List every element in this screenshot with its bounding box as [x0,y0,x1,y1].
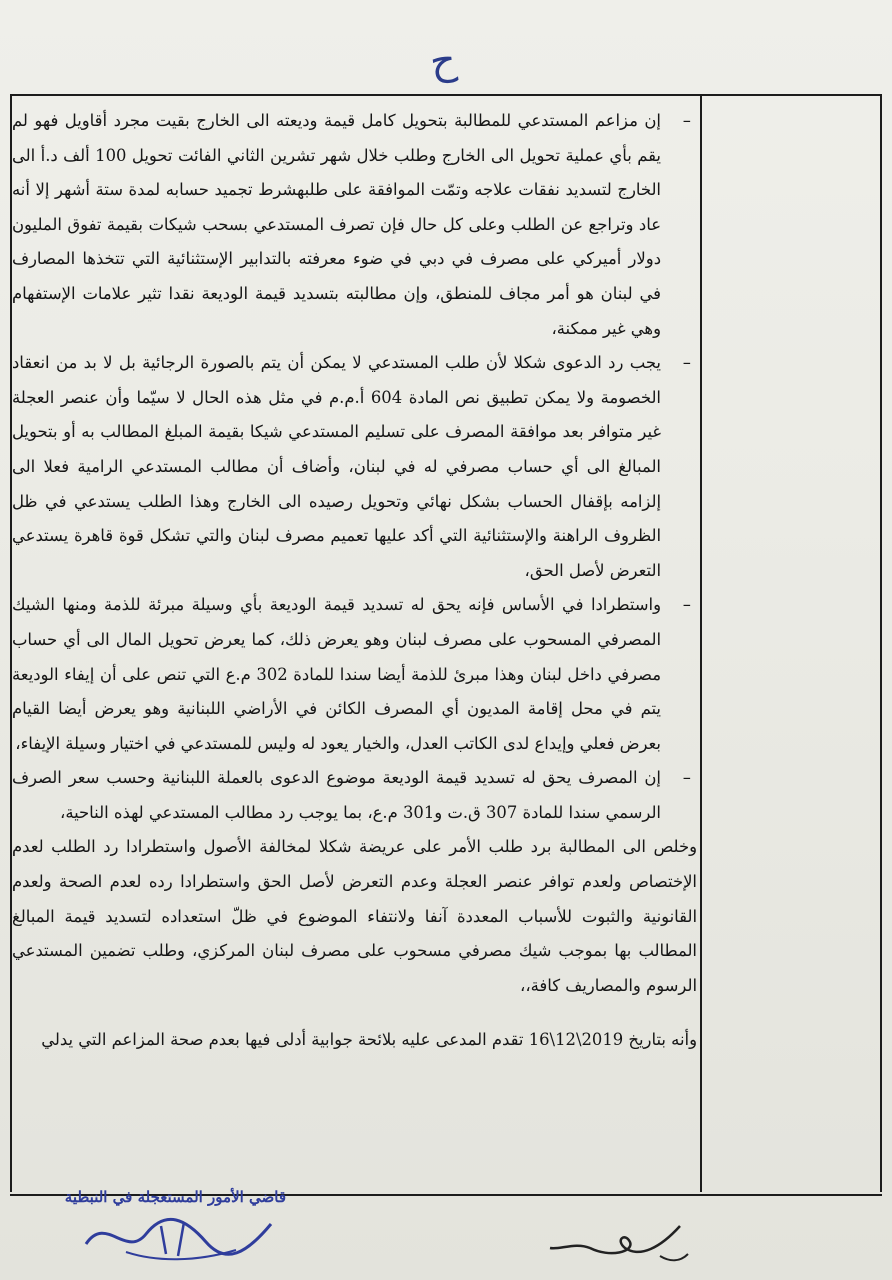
argument-item-2 [12,346,697,588]
stamp-text: قاضي الأمور المستعجلة في النبطية [64,1188,286,1206]
bullet-dash: – [682,595,691,615]
argument-item-4 [12,761,697,830]
frame-right-border [880,94,882,1192]
judge-stamp [66,1188,286,1268]
margin-divider-line [700,94,702,1192]
bullet-dash: – [682,111,691,130]
body-text [12,104,697,1058]
argument-item-1 [12,104,697,346]
bullet-dash: – [682,353,691,373]
argument-text: إن المصرف يحق له تسديد قيمة الوديعة موضوع الدعوى بالعملة اللبنانية وحسب سعر الصرف الرسمي سندا للمادة 307 ق.ت و301 م.ع، بما يوجب رد مطالب المستدعي لهذه الناحية، [12,768,661,822]
final-line: وأنه بتاريخ 2019\12\16 تقدم المدعى عليه بلائحة جوابية أدلى فيها بعدم صحة المزاعم التي يدلي [41,1030,697,1050]
argument-text: إن مزاعم المستدعي للمطالبة بتحويل كامل قيمة وديعته الى الخارج بقيت مجرد أقاويل فهو لم يقم بأي عملية تحويل الى الخارج وطلب خلال شهر تشرين الثاني الفائت تحويل 100 ألف د.أ الى الخارج لتسديد نفقات علاجه وتمّت الموافقة على طلبهشرط تجميد حسابه لمدة ستة أشهر إلا أنه عاد وتراجع عن الطلب وعلى كل حال فإن تصرف المستدعي بسحب شيكات بقيمة تفوق المليون دولار أميركي على مصرف في دبي في ضوء معرفته بالتدابير الإستثنائية التي تتخذها المصارف في لبنان هو أمر مجاف للمنطق، وإن مطالبته بتسديد قيمة الوديعة نقدا تثير علامات الإستفهام وهي غير ممكنة، [12,111,661,338]
handwritten-mark-icon [530,1218,700,1268]
argument-item-3 [12,588,697,761]
argument-text: واستطرادا في الأساس فإنه يحق له تسديد قيمة الوديعة بأي وسيلة مبرئة للذمة ومنها الشيك المصرفي المسحوب على مصرف لبنان وهو يعرض ذلك، كما يعرض تحويل المال الى أي حساب مصرفي داخل لبنان وهذا مبرئ للذمة أيضا سندا للمادة 302 م.ع التي تنص على أن إيفاء الوديعة يتم في محل إقامة المديون أي المصرف الكائن في الأراضي اللبنانية وهو يعرض أيضا القيام بعرض فعلي وإيداع لدى الكاتب العدل، والخيار يعود له وليس للمستدعي في اختيار وسيلة الإيفاء، [12,595,661,753]
bullet-dash: – [682,768,691,788]
conclusion-paragraph: وخلص الى المطالبة برد طلب الأمر على عريضة شكلا لمخالفة الأصول واستطرادا رد الطلب لعدم الإختصاص ولعدم توافر عنصر العجلة وعدم التعرض لأصل الحق واستطرادا رده لعدم الصحة ولعدم القانونية والثبوت للأسباب المعددة آنفا ولانتفاء الموضوع في ظلّ استعداده لتسديد قيمة المبالغ المطالب بها بموجب شيك مصرفي مسحوب على مصرف لبنان المركزي، وطلب تضمين المستدعي الرسوم والمصاريف كافة،، [12,837,697,995]
signature-icon [66,1204,286,1268]
page-number-mark: ح [426,36,459,86]
argument-text: يجب رد الدعوى شكلا لأن طلب المستدعي لا يمكن أن يتم بالصورة الرجائية بل لا بد من انعقاد الخصومة ولا يمكن تطبيق نص المادة 604 أ.م.م في مثل هذه الحال لا سيّما وأن عنصر العجلة غير متوافر بعد موافقة المصرف على تسليم المستدعي شيكا بقيمة المبلغ المطالب به أو بتحويل المبالغ الى أي حساب مصرفي له في لبنان، وأضاف أن مطالب المستدعي الرامية فعلا الى إلزامه بإقفال الحساب بشكل نهائي وتحويل رصيده الى الخارج وهذا الطلب يستدعي في ظل الظروف الراهنة والإستثنائية التي أكد عليها تعميم مصرف لبنان والتي تشكل قوة قاهرة يستدعي التعرض لأصل الحق، [12,353,661,580]
